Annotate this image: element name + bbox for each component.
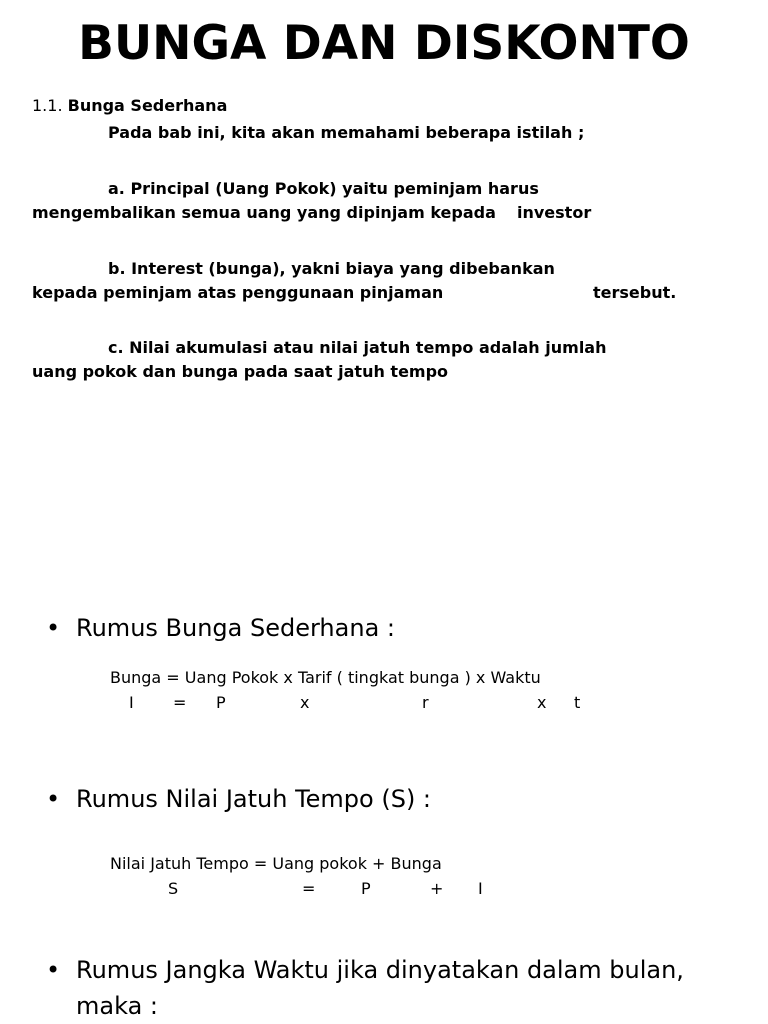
formula-symbol-eq: = [302, 879, 316, 898]
bullet-rumus-bunga [46, 614, 395, 642]
formula-symbol-plus: + [430, 879, 444, 898]
formula-symbol-i: I [478, 879, 483, 898]
bullet-rumus-jatuh-tempo [46, 785, 431, 813]
formula-symbol-p: P [216, 693, 226, 712]
bullet-icon: • [46, 785, 61, 813]
formula-symbol-i: I [129, 693, 134, 712]
bullet-text: Rumus Bunga Sederhana : [76, 614, 395, 642]
formula-symbol-t: t [574, 693, 581, 712]
formula-bunga-text: Bunga = Uang Pokok x Tarif ( tingkat bunga ) x Waktu [110, 668, 541, 687]
section-number: 1.1. [32, 96, 63, 115]
bullet-icon: • [46, 956, 61, 984]
formula-symbol-x: x [537, 693, 547, 712]
formula-symbol-p: P [361, 879, 371, 898]
bullet-rumus-jangka-waktu [46, 956, 684, 984]
item-a-line1: a. Principal (Uang Pokok) yaitu peminjam harus [108, 179, 539, 198]
item-b-line2-end: tersebut. [593, 283, 677, 302]
formula-symbol-x: x [300, 693, 310, 712]
formula-symbol-r: r [422, 693, 429, 712]
formula-jatuh-tempo-text: Nilai Jatuh Tempo = Uang pokok + Bunga [110, 854, 442, 873]
item-b-line1: b. Interest (bunga), yakni biaya yang dibebankan [108, 259, 555, 278]
formula-symbol-eq: = [173, 693, 187, 712]
section-heading [32, 96, 227, 115]
item-a-line2: mengembalikan semua uang yang dipinjam kepada [32, 203, 496, 222]
bullet-rumus-jangka-waktu-cont: maka : [76, 992, 158, 1020]
item-b-line2: kepada peminjam atas penggunaan pinjaman [32, 283, 444, 302]
bullet-text: Rumus Nilai Jatuh Tempo (S) : [76, 785, 432, 813]
bullet-text: Rumus Jangka Waktu jika dinyatakan dalam bulan, [76, 956, 684, 984]
section-intro: Pada bab ini, kita akan memahami beberapa istilah ; [108, 123, 585, 142]
item-a-line2-end: investor [517, 203, 592, 222]
item-c-line2: uang pokok dan bunga pada saat jatuh tempo [32, 362, 449, 381]
formula-symbol-s: S [168, 879, 179, 898]
page-title: BUNGA DAN DISKONTO [78, 16, 690, 71]
bullet-icon: • [46, 614, 61, 642]
section-title: Bunga Sederhana [67, 96, 228, 115]
item-c-line1: c. Nilai akumulasi atau nilai jatuh tempo adalah jumlah [108, 338, 607, 357]
